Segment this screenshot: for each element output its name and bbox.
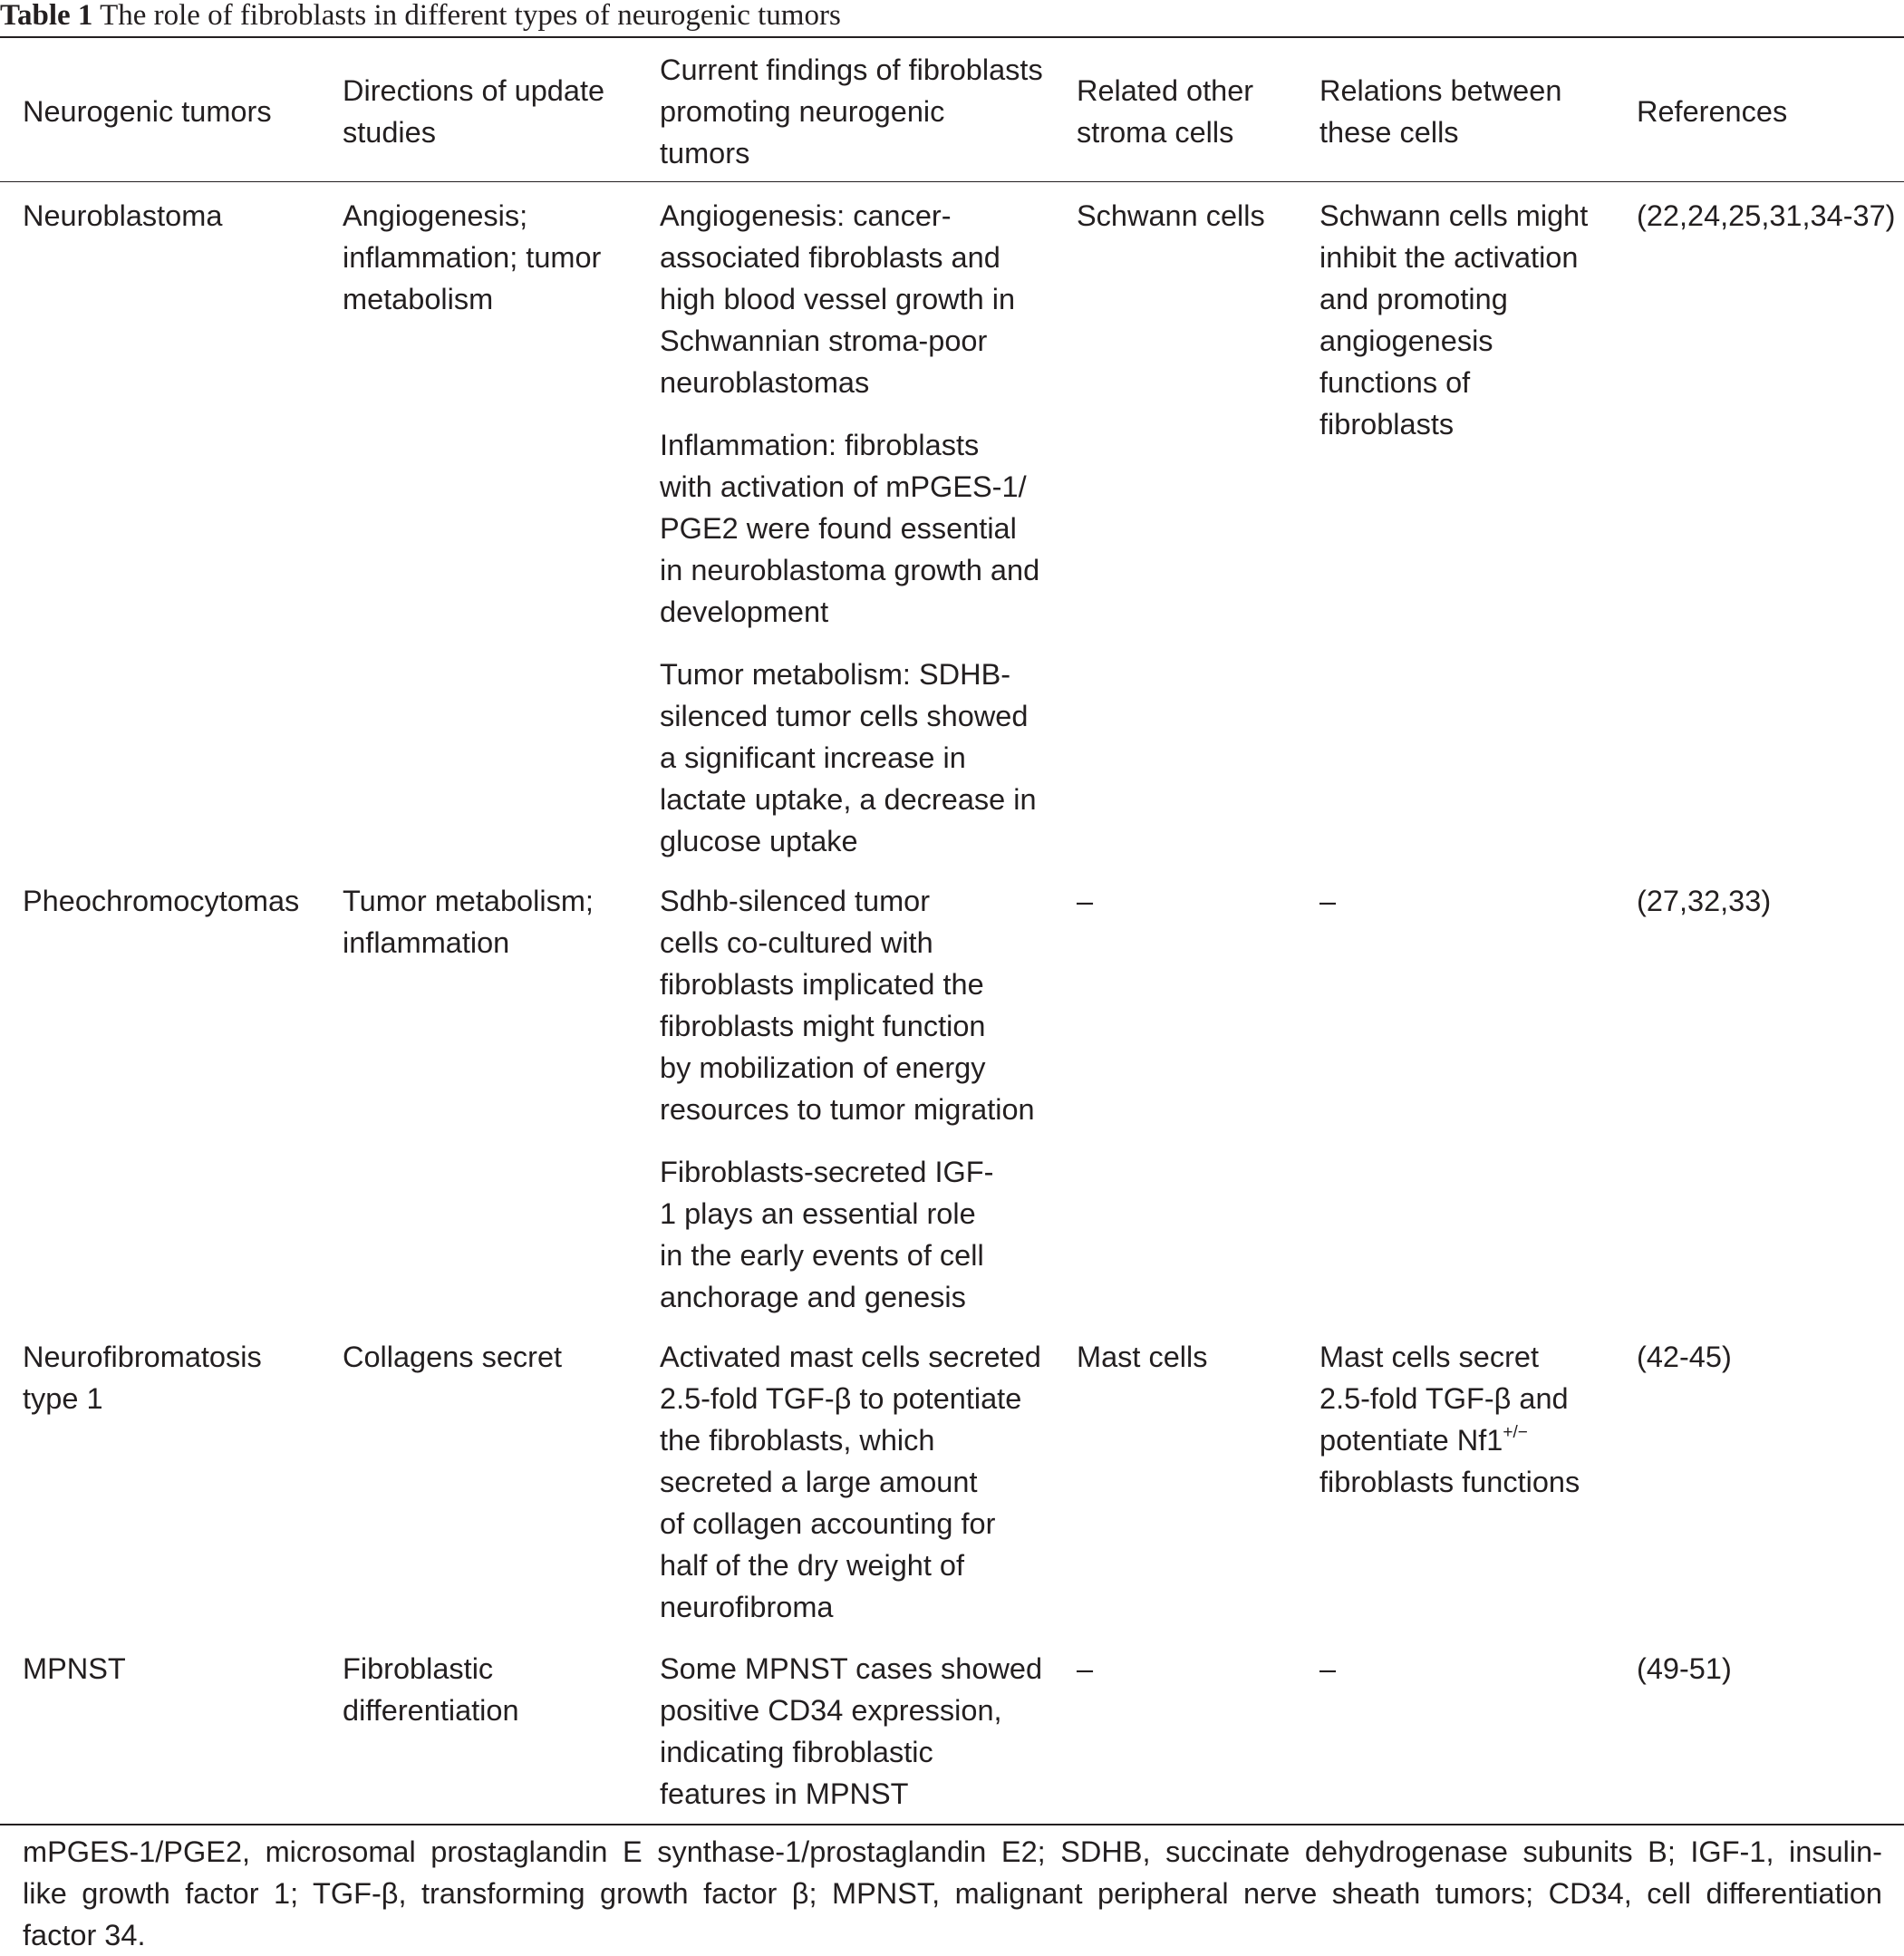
cell-stroma xyxy=(1077,1648,1093,1690)
cell-references xyxy=(1637,1336,1732,1378)
cell-directions xyxy=(343,1648,519,1731)
cell-references xyxy=(1637,880,1771,922)
cell-line: 1 plays an essential role xyxy=(660,1197,976,1230)
cell-line: Fibroblasts-secreted IGF- xyxy=(660,1156,994,1188)
cell-line: inhibit the activation xyxy=(1319,241,1579,274)
cell-line: lactate uptake, a decrease in xyxy=(660,783,1037,816)
cell-text: potentiate Nf1 xyxy=(1319,1424,1503,1457)
cell-line: functions of xyxy=(1319,366,1471,399)
cell-line: (49-51) xyxy=(1637,1652,1732,1685)
cell-line: Schwann cells might xyxy=(1319,199,1589,232)
table-bottom-rule xyxy=(0,1824,1904,1825)
cell-line: neuroblastomas xyxy=(660,366,870,399)
cell-line: MPNST xyxy=(23,1652,126,1685)
cell-relations xyxy=(1319,195,1588,445)
cell-line: 2.5-fold TGF-β to potentiate xyxy=(660,1382,1022,1415)
cell-line: Fibroblastic xyxy=(343,1652,494,1685)
cell-finding-igf1 xyxy=(660,1151,993,1318)
header-current-findings xyxy=(660,49,1043,174)
cell-stroma xyxy=(1077,880,1093,922)
cell-line: fibroblasts xyxy=(1319,408,1455,441)
cell-line: – xyxy=(1319,1652,1337,1685)
cell-line: with activation of mPGES-1/ xyxy=(660,470,1027,503)
cell-relations xyxy=(1319,880,1336,922)
cell-line: indicating fibroblastic xyxy=(660,1736,933,1768)
cell-tumor xyxy=(23,195,222,237)
table-top-rule xyxy=(0,36,1904,38)
cell-line: associated fibroblasts and xyxy=(660,241,1000,274)
header-line: promoting neurogenic xyxy=(660,95,945,128)
cell-line: neurofibroma xyxy=(660,1591,834,1623)
cell-line: Collagens secret xyxy=(343,1341,563,1373)
cell-finding-cd34 xyxy=(660,1648,1042,1815)
cell-line: (27,32,33) xyxy=(1637,885,1772,917)
cell-line: Angiogenesis: cancer- xyxy=(660,199,952,232)
cell-finding-angiogenesis xyxy=(660,195,1015,403)
header-relations xyxy=(1319,70,1561,153)
header-line: these cells xyxy=(1319,116,1459,149)
cell-line xyxy=(1319,1419,1580,1461)
cell-relations xyxy=(1319,1648,1336,1690)
cell-line: fibroblasts might function xyxy=(660,1010,986,1042)
cell-line: of collagen accounting for xyxy=(660,1507,996,1540)
cell-tumor xyxy=(23,880,299,922)
cell-tumor xyxy=(23,1336,262,1419)
cell-line: cells co-cultured with xyxy=(660,926,933,959)
header-line: Relations between xyxy=(1319,74,1562,107)
cell-line: (22,24,25,31,34-37) xyxy=(1637,199,1896,232)
cell-line: Schwann cells xyxy=(1077,199,1265,232)
cell-line: Neuroblastoma xyxy=(23,199,223,232)
cell-finding-tumor-metabolism xyxy=(660,654,1037,862)
header-neurogenic-tumors xyxy=(23,91,272,132)
cell-line: secreted a large amount xyxy=(660,1466,978,1498)
table-caption-title: The role of fibroblasts in different types of neurogenic tumors xyxy=(100,0,841,32)
cell-line: PGE2 were found essential xyxy=(660,512,1017,545)
cell-directions xyxy=(343,195,601,320)
cell-line: positive CD34 expression, xyxy=(660,1694,1002,1727)
cell-line: resources to tumor migration xyxy=(660,1093,1035,1126)
cell-line: Tumor metabolism; xyxy=(343,885,594,917)
cell-line: – xyxy=(1077,885,1094,917)
header-bottom-rule xyxy=(0,181,1904,182)
table-caption xyxy=(0,0,1904,34)
cell-line: inflammation xyxy=(343,926,510,959)
cell-line: Tumor metabolism: SDHB- xyxy=(660,658,1011,691)
header-line: Current findings of fibroblasts xyxy=(660,53,1043,86)
cell-line: angiogenesis xyxy=(1319,324,1493,357)
cell-line: in the early events of cell xyxy=(660,1239,984,1272)
header-line: stroma cells xyxy=(1077,116,1234,149)
cell-line: Inflammation: fibroblasts xyxy=(660,429,980,461)
cell-line: (42-45) xyxy=(1637,1341,1732,1373)
cell-line: differentiation xyxy=(343,1694,519,1727)
cell-line: Activated mast cells secreted xyxy=(660,1341,1041,1373)
cell-directions xyxy=(343,1336,562,1378)
cell-line: the fibroblasts, which xyxy=(660,1424,935,1457)
cell-line: metabolism xyxy=(343,283,494,315)
header-line: tumors xyxy=(660,137,750,169)
cell-line: inflammation; tumor xyxy=(343,241,602,274)
cell-line: fibroblasts functions xyxy=(1319,1466,1580,1498)
cell-line: Sdhb-silenced tumor xyxy=(660,885,931,917)
footnote-line: mPGES-1/PGE2, microsomal prostaglandin E synthase-1/prostaglandin E2; SDHB, succinate dehydrogenase subunits B; IGF-1, insulin- xyxy=(23,1835,1882,1868)
table-caption-label: Table 1 xyxy=(0,0,93,32)
cell-stroma xyxy=(1077,195,1265,237)
cell-line: – xyxy=(1077,1652,1094,1685)
footnote-line: like growth factor 1; TGF-β, transforming growth factor β; MPNST, malignant peripheral nerve sheath tumors; CD34, cell differentiation xyxy=(23,1877,1882,1910)
cell-line: Some MPNST cases showed xyxy=(660,1652,1043,1685)
cell-line: high blood vessel growth in xyxy=(660,283,1016,315)
header-related-stroma xyxy=(1077,70,1253,153)
header-references xyxy=(1637,91,1787,132)
cell-line: Angiogenesis; xyxy=(343,199,528,232)
header-line: studies xyxy=(343,116,436,149)
cell-references xyxy=(1637,1648,1732,1690)
cell-line: development xyxy=(660,596,829,628)
header-directions xyxy=(343,70,604,153)
cell-line: anchorage and genesis xyxy=(660,1281,966,1313)
cell-line: type 1 xyxy=(23,1382,103,1415)
cell-finding-sdhb xyxy=(660,880,1035,1130)
header-line: Neurogenic tumors xyxy=(23,95,272,128)
superscript-genotype: +/− xyxy=(1503,1423,1528,1443)
cell-stroma xyxy=(1077,1336,1207,1378)
cell-line: half of the dry weight of xyxy=(660,1549,965,1582)
cell-line: Pheochromocytomas xyxy=(23,885,300,917)
table-footnote xyxy=(23,1831,1882,1956)
cell-line: Mast cells secret xyxy=(1319,1341,1540,1373)
cell-relations xyxy=(1319,1336,1580,1503)
cell-directions xyxy=(343,880,594,963)
cell-line: by mobilization of energy xyxy=(660,1051,986,1084)
cell-line: in neuroblastoma growth and xyxy=(660,554,1040,586)
header-line: Directions of update xyxy=(343,74,605,107)
cell-line: and promoting xyxy=(1319,283,1508,315)
cell-line: silenced tumor cells showed xyxy=(660,700,1029,732)
cell-line: 2.5-fold TGF-β and xyxy=(1319,1382,1569,1415)
cell-line: glucose uptake xyxy=(660,825,858,857)
header-line: Related other xyxy=(1077,74,1254,107)
cell-line: – xyxy=(1319,885,1337,917)
cell-line: fibroblasts implicated the xyxy=(660,968,984,1001)
cell-references xyxy=(1637,195,1896,237)
cell-line: a significant increase in xyxy=(660,741,966,774)
cell-line: Mast cells xyxy=(1077,1341,1208,1373)
cell-line: features in MPNST xyxy=(660,1777,909,1810)
footnote-line: factor 34. xyxy=(23,1919,146,1951)
cell-tumor xyxy=(23,1648,126,1690)
header-line: References xyxy=(1637,95,1788,128)
cell-finding-mast-cells xyxy=(660,1336,1041,1628)
cell-finding-inflammation xyxy=(660,424,1039,633)
cell-line: Schwannian stroma-poor xyxy=(660,324,988,357)
cell-line: Neurofibromatosis xyxy=(23,1341,262,1373)
